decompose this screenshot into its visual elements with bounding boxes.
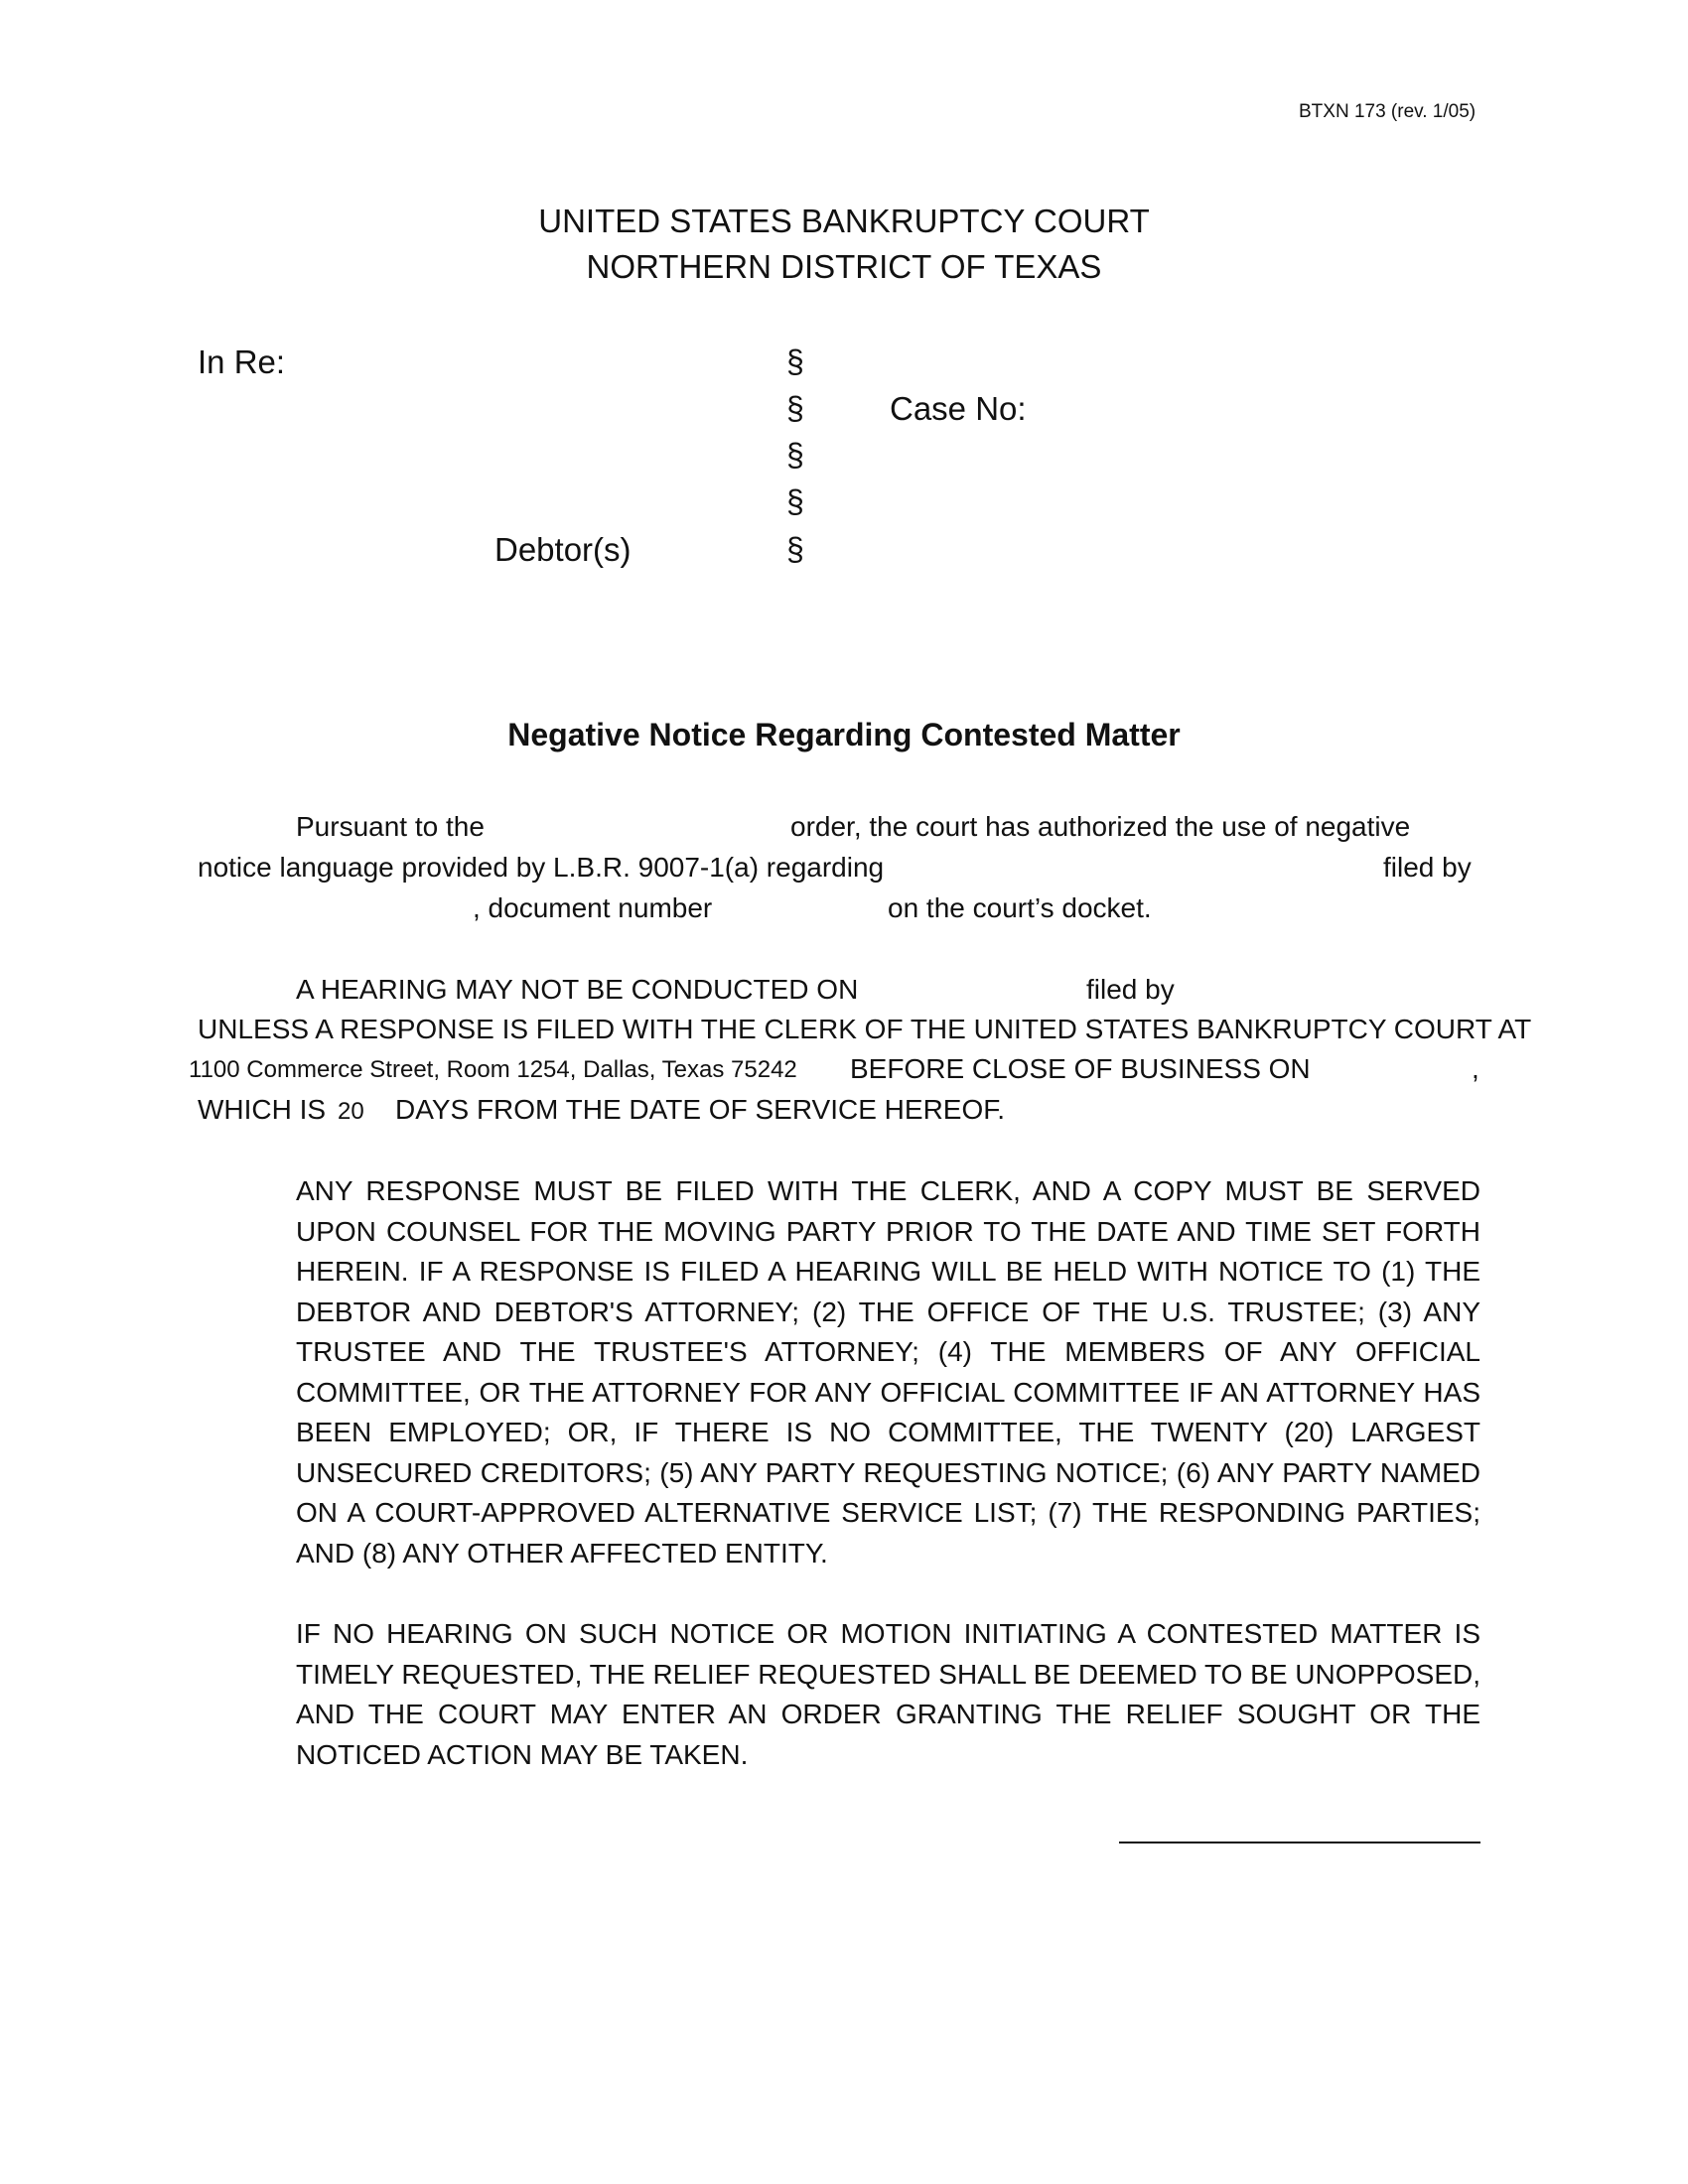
section-symbol: § bbox=[786, 343, 804, 379]
form-id: BTXN 173 (rev. 1/05) bbox=[1299, 101, 1477, 122]
intro-text: Pursuant to the bbox=[296, 811, 485, 842]
section-symbol: § bbox=[786, 390, 804, 426]
debtor-label: Debtor(s) bbox=[494, 531, 632, 568]
section-symbol: § bbox=[786, 483, 804, 519]
response-paragraph: ANY RESPONSE MUST BE FILED WITH THE CLERK, AND A COPY MUST BE SERVED UPON COUNSEL FOR THE MOVING PARTY PRIOR TO THE DATE AND TIME SET FORTH HEREIN. IF A RESPONSE IS FILED A HEARING WILL BE HELD WITH NOTICE TO (1) THE DEBTOR AND DEBTOR'S ATTORNEY; (2) THE OFFICE OF THE U.S. TRUSTEE; (3) ANY TRUSTEE AND THE TRUSTEE'S ATTORNEY; (4) THE MEMBERS OF ANY OFFICIAL COMMITTEE, OR THE ATTORNEY FOR ANY OFFICIAL COMMITTEE IF AN ATTORNEY HAS BEEN EMPLOYED; OR, IF THERE IS NO COMMITTEE, THE TWENTY (20) LARGEST UNSECURED CREDITORS; (5) ANY PARTY REQUESTING NOTICE; (6) ANY PARTY NAMED ON A COURT-APPROVED ALTERNATIVE SERVICE LIST; (7) THE RESPONDING PARTIES; AND (8) ANY OTHER AFFECTED ENTITY. bbox=[296, 1175, 1480, 1569]
intro-text: , document number bbox=[473, 892, 713, 923]
intro-text: order, the court has authorized the use of negative bbox=[790, 811, 1411, 842]
hearing-text: DAYS FROM THE DATE OF SERVICE HEREOF. bbox=[395, 1094, 1006, 1125]
response-days: 20 bbox=[338, 1098, 364, 1125]
notice-title: Negative Notice Regarding Contested Matter bbox=[507, 717, 1181, 752]
intro-text: notice language provided by L.B.R. 9007-1(a) regarding bbox=[198, 852, 885, 883]
hearing-text: A HEARING MAY NOT BE CONDUCTED ON bbox=[296, 974, 859, 1005]
hearing-text: , bbox=[1472, 1053, 1479, 1084]
court-name: UNITED STATES BANKRUPTCY COURT bbox=[538, 203, 1150, 239]
case-no-label: Case No: bbox=[890, 390, 1027, 427]
hearing-text: WHICH IS bbox=[198, 1094, 327, 1125]
intro-text: on the court’s docket. bbox=[888, 892, 1152, 923]
hearing-text: BEFORE CLOSE OF BUSINESS ON bbox=[850, 1053, 1311, 1084]
no-hearing-paragraph: IF NO HEARING ON SUCH NOTICE OR MOTION INITIATING A CONTESTED MATTER IS TIMELY REQUESTED, THE RELIEF REQUESTED SHALL BE DEEMED TO BE UNOPPOSED, AND THE COURT MAY ENTER AN ORDER GRANTING THE RELIEF SOUGHT OR THE NOTICED ACTION MAY BE TAKEN. bbox=[296, 1618, 1480, 1770]
section-symbol: § bbox=[786, 531, 804, 567]
court-address: 1100 Commerce Street, Room 1254, Dallas, Texas 75242 bbox=[189, 1056, 797, 1083]
court-district: NORTHERN DISTRICT OF TEXAS bbox=[586, 248, 1102, 285]
hearing-text: UNLESS A RESPONSE IS FILED WITH THE CLERK OF THE UNITED STATES BANKRUPTCY COURT AT bbox=[198, 1014, 1532, 1044]
intro-text: filed by bbox=[1383, 852, 1472, 883]
section-symbol: § bbox=[786, 437, 804, 473]
hearing-text: filed by bbox=[1086, 974, 1175, 1005]
signature-line bbox=[1119, 1842, 1480, 1843]
in-re-label: In Re: bbox=[198, 343, 286, 380]
